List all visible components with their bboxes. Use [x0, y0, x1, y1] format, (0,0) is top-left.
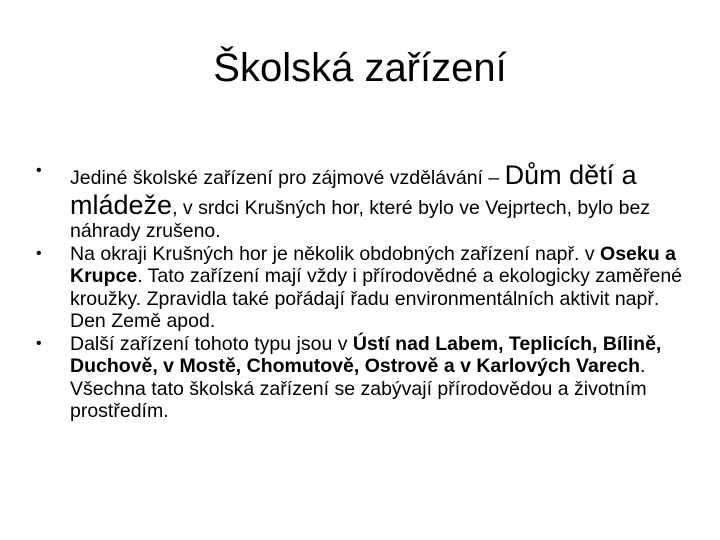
bullet-item — [36, 243, 684, 333]
bullet-highlight-text: Dům dětí a mládeže — [70, 160, 637, 220]
bullet-list — [36, 160, 684, 423]
bullet-text: Na okraji Krušných hor je několik obdobných zařízení např. v — [70, 242, 601, 265]
bullet-dot-icon: • — [36, 334, 42, 352]
bullet-item — [36, 333, 684, 423]
bullet-text: Další zařízení tohoto typu jsou v — [70, 332, 353, 355]
bullet-dot-icon: • — [36, 244, 42, 262]
bullet-bold-text: Oseku a Krupce — [70, 242, 676, 287]
bullet-dot-icon: • — [36, 162, 42, 179]
bullet-text: Vejprtech — [485, 197, 567, 219]
bullet-item — [36, 160, 684, 243]
bullet-text: , v srdci Krušných hor, které bylo ve — [172, 197, 486, 219]
bullet-text: . Tato zařízení mají vždy i přírodovědné a ekologicky zaměřené kroužky. Zpravidla také pořádají řadu environmentálních aktivit např. Den Země apod. — [70, 265, 683, 332]
slide-title: Školská zařízení — [213, 46, 507, 90]
bullet-text: , bylo bez náhrady zrušeno. — [70, 197, 651, 242]
bullet-text: . Všechna tato školská zařízení se zabývají přírodovědou a životním prostředím. — [70, 355, 647, 422]
bullet-bold-text: Ústí nad Labem, Teplicích, Bílině, Duchově, v Mostě, Chomutově, Ostrově a v Karlových Varech — [70, 332, 662, 377]
bullet-text: Jediné školské zařízení pro zájmové vzdělávání – — [70, 167, 505, 189]
